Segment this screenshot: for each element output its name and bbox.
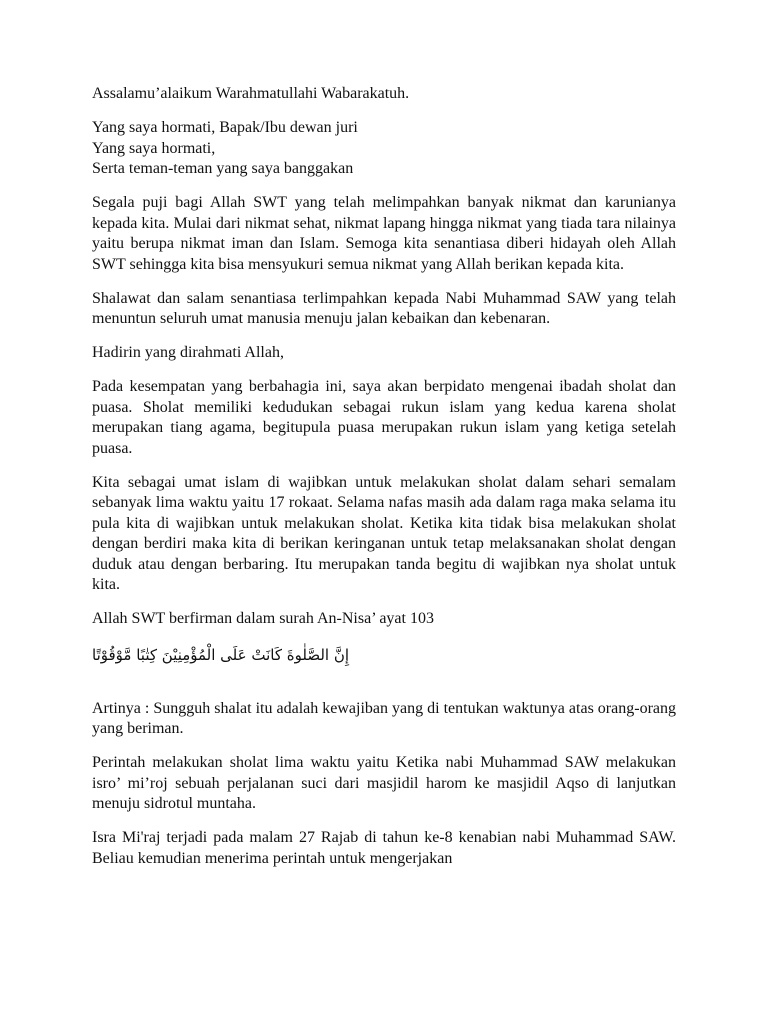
paragraph-isra-miraj: Perintah melakukan sholat lima waktu yaitu Ketika nabi Muhammad SAW melakukan isro’ mi’roj sebuah perjalanan suci dari masjidil harom ke masjidil Aqso di lanjutkan menuju sidrotul muntaha. xyxy=(92,754,676,812)
paragraph-verse-intro: Allah SWT berfirman dalam surah An-Nisa’ ayat 103 xyxy=(92,610,434,627)
verse-translation: Artinya : Sungguh shalat itu adalah kewajiban yang di tentukan waktunya atas orang-orang yang beriman. xyxy=(92,699,676,737)
paragraph-isra-date: Isra Mi'raj terjadi pada malam 27 Rajab di tahun ke-8 kenabian nabi Muhammad SAW. Beliau kemudian menerima perintah untuk mengerjakan xyxy=(92,829,676,867)
greetings-block xyxy=(92,118,676,180)
greeting-line: Serta teman-teman yang saya banggakan xyxy=(92,160,354,177)
document-body xyxy=(92,84,676,883)
paragraph-address: Hadirin yang dirahmati Allah, xyxy=(92,344,284,361)
paragraph-topic: Pada kesempatan yang berbahagia ini, saya akan berpidato mengenai ibadah sholat dan puasa. Sholat memiliki kedudukan sebagai rukun islam yang kedua karena sholat merupakan tiang agama, begitupula puasa merupakan rukun islam yang ketiga setelah puasa. xyxy=(92,378,676,457)
paragraph-praise: Segala puji bagi Allah SWT yang telah melimpahkan banyak nikmat dan karunianya kepada kita. Mulai dari nikmat sehat, nikmat lapang hingga nikmat yang tiada tara nilainya yaitu berupa nikmat iman dan Islam. Semoga kita senantiasa diberi hidayah oleh Allah SWT sehingga kita bisa mensyukuri semua nikmat yang Allah berikan kepada kita. xyxy=(92,194,676,273)
paragraph-obligation: Kita sebagai umat islam di wajibkan untuk melakukan sholat dalam sehari semalam sebanyak lima waktu yaitu 17 rokaat. Selama nafas masih ada dalam raga maka selama itu pula kita di wajibkan untuk melakukan sholat. Ketika kita tidak bisa melakukan sholat dengan berdiri maka kita di berikan keringanan untuk tetap melaksanakan sholat dengan duduk atau dengan berbaring. Itu merupakan tanda begitu di wajibkan nya sholat untuk kita. xyxy=(92,473,676,593)
greeting-line: Yang saya hormati, xyxy=(92,139,216,157)
arabic-verse: إِنَّ الصَّلٰوةَ كَانَتْ عَلَى الْمُؤْمِنِيْنَ كِتٰبًا مَّوْقُوْتًا xyxy=(92,645,350,664)
paragraph-shalawat: Shalawat dan salam senantiasa terlimpahkan kepada Nabi Muhammad SAW yang telah menuntun seluruh umat manusia menuju jalan kebaikan dan kebenaran. xyxy=(92,289,676,327)
opening-salutation: Assalamu’alaikum Warahmatullahi Wabarakatuh. xyxy=(92,85,410,102)
greeting-line: Yang saya hormati, Bapak/Ibu dewan juri xyxy=(92,119,358,136)
